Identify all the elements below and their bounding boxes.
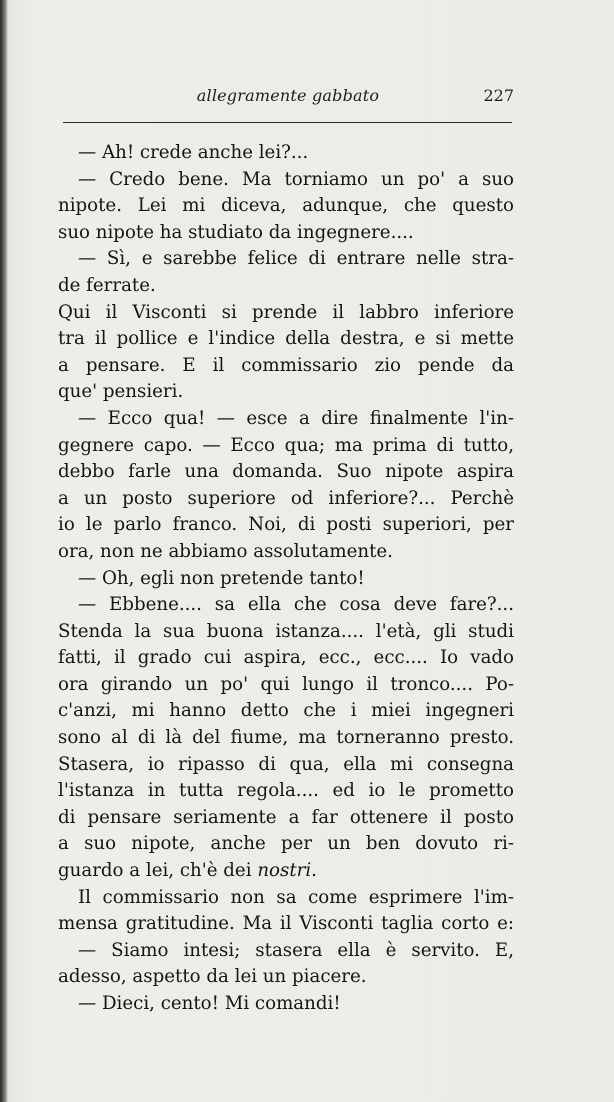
text-line [58,752,514,779]
text-line [58,645,514,672]
text-line-content: — Oh, egli non pretende tanto! [78,567,365,589]
text-line [58,353,514,380]
running-head [62,84,514,108]
text-line-content: ora girando un po' qui lungo il tronco.... Po- [58,673,514,695]
text-line-content: Qui il Visconti si prende il labbro inferiore [58,301,514,323]
text-line-content: Stasera, io ripasso di qua, ella mi consegna [58,753,514,775]
text-line-content: c'anzi, mi hanno detto che i miei ingegneri [58,700,514,722]
text-line [58,433,514,460]
text-line [58,858,514,885]
text-line-content: suo nipote ha studiato da ingegnere.... [58,221,414,243]
page-binding-edge [0,0,8,1102]
text-line [58,459,514,486]
text-line [58,193,514,220]
text-line-content: mensa gratitudine. Ma il Visconti taglia corto e: [58,913,514,935]
text-line [58,698,514,725]
text-line [58,486,514,513]
text-line-content: que' pensieri. [58,381,184,403]
text-line-content: — Ah! crede anche lei?... [78,142,309,163]
text-line-content: — Siamo intesi; stasera ella è servito. E, [78,939,514,961]
text-line [58,167,514,194]
running-head-title: allegramente gabbato [196,86,380,105]
text-line [58,725,514,752]
text-line [58,379,514,406]
text-line-content: Il commissario non sa come esprimere l'im- [78,886,514,908]
text-line [58,831,514,858]
text-line-content: Stenda la sua buona istanza.... l'età, gli studi [58,620,514,642]
text-line-content: sono al di là del fiume, ma torneranno presto. [58,727,514,749]
text-line-content: nipote. Lei mi diceva, adunque, che questo [58,195,514,217]
text-line-content: de ferrate. [58,274,156,296]
page-number: 227 [483,86,514,105]
text-line [58,672,514,699]
text-line-content: gegnere capo. — Ecco qua; ma prima di tutto, [58,434,514,456]
text-line [58,512,514,539]
text-line-content: — Sì, e sarebbe felice di entrare nelle stra- [78,248,514,270]
text-line-content: a un posto superiore od inferiore?... Perchè [58,487,514,509]
text-line [58,619,514,646]
text-line [58,566,514,593]
text-line-content: fatti, il grado cui aspira, ecc., ecc.... Io vado [58,647,514,669]
text-line [58,964,514,991]
text-line [58,300,514,327]
text-line [58,246,514,273]
text-line-content: debbo farle una domanda. Suo nipote aspira [58,461,514,483]
text-line-content: — Dieci, cento! Mi comandi! [78,993,341,1014]
text-line-content: io le parlo franco. Noi, di posti superiori, per [58,514,514,536]
text-line-content: guardo a lei, ch'è dei [58,860,252,882]
italic-word: nostri. [257,860,317,882]
text-line [58,539,514,566]
header-rule [63,122,512,123]
text-line-content: a suo nipote, anche per un ben dovuto ri- [58,833,514,855]
text-line-content: l'istanza in tutta regola.... ed io le prometto [58,780,514,802]
text-line [58,273,514,300]
text-line-content: — Ecco qua! — esce a dire finalmente l'in- [78,407,514,429]
text-line [58,140,514,167]
text-line-content: di pensare seriamente a far ottenere il posto [58,806,514,828]
text-line [58,406,514,433]
body-text [58,140,514,1018]
text-line [58,220,514,247]
text-line-content: — Credo bene. Ma torniamo un po' a suo [78,168,514,190]
text-line [58,938,514,965]
text-line-content: tra il pollice e l'indice della destra, e si mette [58,328,514,350]
text-line-content: — Ebbene.... sa ella che cosa deve fare?... [78,594,514,616]
text-line-content: adesso, aspetto da lei un piacere. [58,966,367,988]
text-line [58,805,514,832]
text-line [58,911,514,938]
text-line [58,885,514,912]
text-line [58,778,514,805]
text-line [58,991,514,1018]
text-line-content: ora, non ne abbiamo assolutamente. [58,540,393,562]
text-line-content: a pensare. E il commissario zio pende da [58,354,514,376]
text-line [58,326,514,353]
text-line [58,592,514,619]
